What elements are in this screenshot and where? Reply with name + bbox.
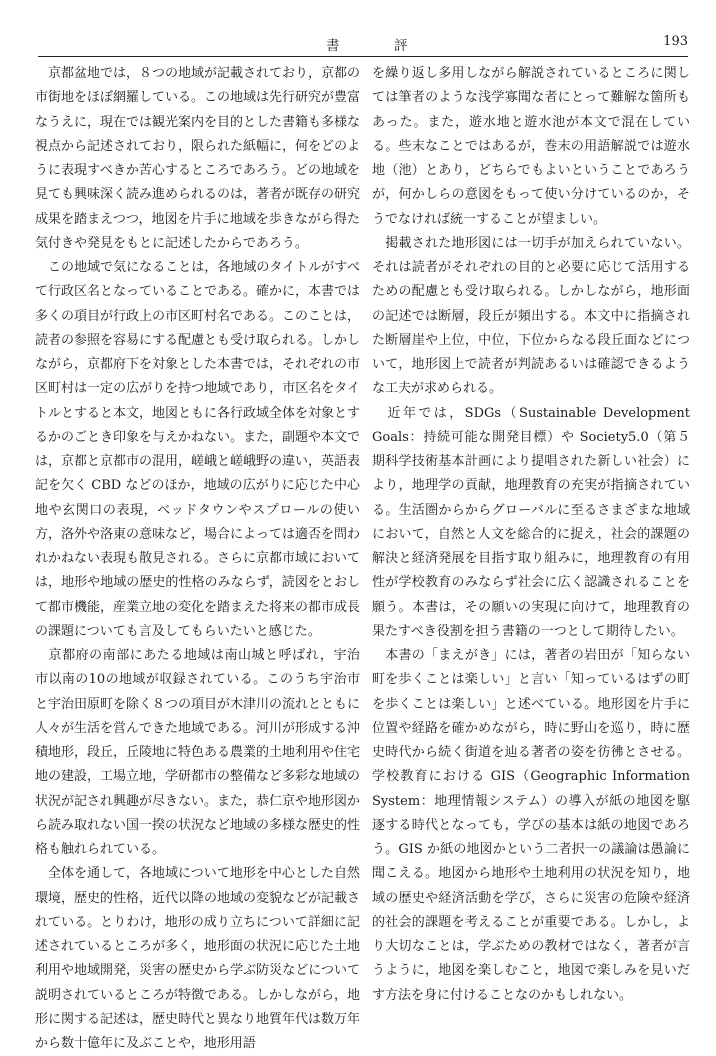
header-rule [38, 56, 688, 57]
paragraph: 本書の「まえがき」には，著者の岩田が「知らない町を歩くことは楽しい」と言い「知っているはずの町を歩くことは楽しい」と述べている。地形図を片手に位置や経路を確かめながら，時に野山を巡り，時に歴史時代から続く街道を辿る著者の姿を彷彿とさせる。学校教育における GIS（Geographic Information System：地理情報システム）の導入が紙の地図を駆逐する時代となっても，学びの基本は紙の地図であろう。GIS か紙の地図かという二者択一の議論は愚論に聞こえる。地図から地形や土地利用の状況を知り，地域の歴史や経済活動を学び，さらに災害の危険や経済的社会的課題を考えることが重要である。しかし，より大切なことは，学ぶための教材ではなく，著者が言うように，地図を楽しむこと，地図で楽しみを見いだす方法を身に付けることなのかもしれない。 [372, 648, 690, 1003]
page-number: 193 [663, 34, 688, 49]
paragraph: 京都府の南部にあたる地域は南山城と呼ばれ，宇治市以南の10の地域が収録されている。このうち宇治市と宇治田原町を除く８つの項目が木津川の流れとともに人々が生活を営んできた地域である。河川が形成する沖積地形，段丘，丘陵地に特色ある農業的土地利用や住宅地の建設，工場立地，学研都市の整備など多彩な地域の状況が記され興趣が尽きない。また，恭仁京や地形図から読み取れない国一揆の状況など地域の多様な歴史的性格も触れられている。 [35, 648, 361, 857]
paragraph: 近年では，SDGs（Sustainable Development Goals：持続可能な開発目標）や Society5.0（第５期科学技術基本計画により提唱された新しい社会）により，地理学の貢献，地理教育の充実が指摘されている。生活圏からからグローバルに至るさまざまな地域において，自然と人文を総合的に捉え，社会的課題の解決と経済発展を目指す取り組みに，地理教育の有用性が学校教育のみならず社会に広く認識されることを願う。本書は，その願いの実現に向けて，地理教育の果たすべき役割を担う書籍の一つとして期待したい。 [372, 405, 690, 639]
paragraph: を繰り返し多用しながら解説されているところに関しては筆者のような浅学寡聞な者にとって難解な箇所もあった。また，遊水地と遊水池が本文で混在している。些末なことではあるが，巻末の用語解説では遊水地（池）とあり，どちらでもよいということであろうが，何かしらの意図をもって使い分けているのか，そうでなければ統一することが望ましい。 [372, 66, 690, 227]
right-column [372, 62, 690, 1008]
paragraph: 京都盆地では，８つの地域が記載されており，京都の市街地をほぼ網羅している。この地域は先行研究が豊富なうえに，現在では観光案内を目的とした書籍も多様な視点から記述されており，限られた紙幅に，何をどのように表現すべきか苦心するところであろう。どの地域を見ても興味深く読み進められるのは，著者が既存の研究成果を踏まえつつ，地図を片手に地域を歩きながら得た気付きや発見をもとに記述したからであろう。 [35, 66, 361, 251]
paragraph: この地域で気になることは，各地域のタイトルがすべて行政区名となっていることである。確かに，本書では多くの項目が行政上の市区町村名である。このことは，読者の参照を容易にする配慮とも受け取られる。しかしながら，京都府下を対象とした本書では，それぞれの市区町村は一定の広がりを持つ地域であり，市区名をタイトルとすると本文，地図ともに各行政域全体を対象とするかのごとき印象を与えかねない。また，副題や本文では，京都と京都市の混用，嵯峨と嵯峨野の違い，英語表記を欠く CBD などのほか，地域の広がりに応じた中心地や玄関口の表現，ベッドタウンやスプロールの使い方，洛外や洛東の意味など，場合によっては適否を問われかねない表現も散見される。さらに京都市域においては，地形や地域の歴史的性格のみならず，読図をとおして都市機能，産業立地の変化を踏まえた将来の都市成長の課題についても言及してもらいたいと感じた。 [35, 260, 361, 639]
paragraph: 掲載された地形図には一切手が加えられていない。それは読者がそれぞれの目的と必要に応じて活用するための配慮とも受け取られる。しかしながら，地形面の記述では断層，段丘が頻出する。本文中に指摘された断層崖や上位，中位，下位からなる段丘面などについて，地形図上で読者が判読あるいは確認できるような工夫が求められる。 [372, 235, 690, 397]
paragraph: 全体を通して，各地域について地形を中心とした自然環境，歴史的性格，近代以降の地域の変貌などが記載されている。とりわけ，地形の成り立ちについて詳細に記述されているところが多く，地形面の状況に応じた土地利用や地域開発，災害の歴史から学ぶ防災などについて説明されているところが特徴である。しかしながら，地形に関する記述は，歴史時代と異なり地質年代は数万年から数十億年に及ぶことや，地形用語 [35, 866, 361, 1051]
section-title-char-1: 書 [326, 38, 342, 54]
running-header [36, 34, 688, 52]
section-title-char-2: 評 [394, 38, 410, 54]
left-column [35, 62, 360, 1056]
